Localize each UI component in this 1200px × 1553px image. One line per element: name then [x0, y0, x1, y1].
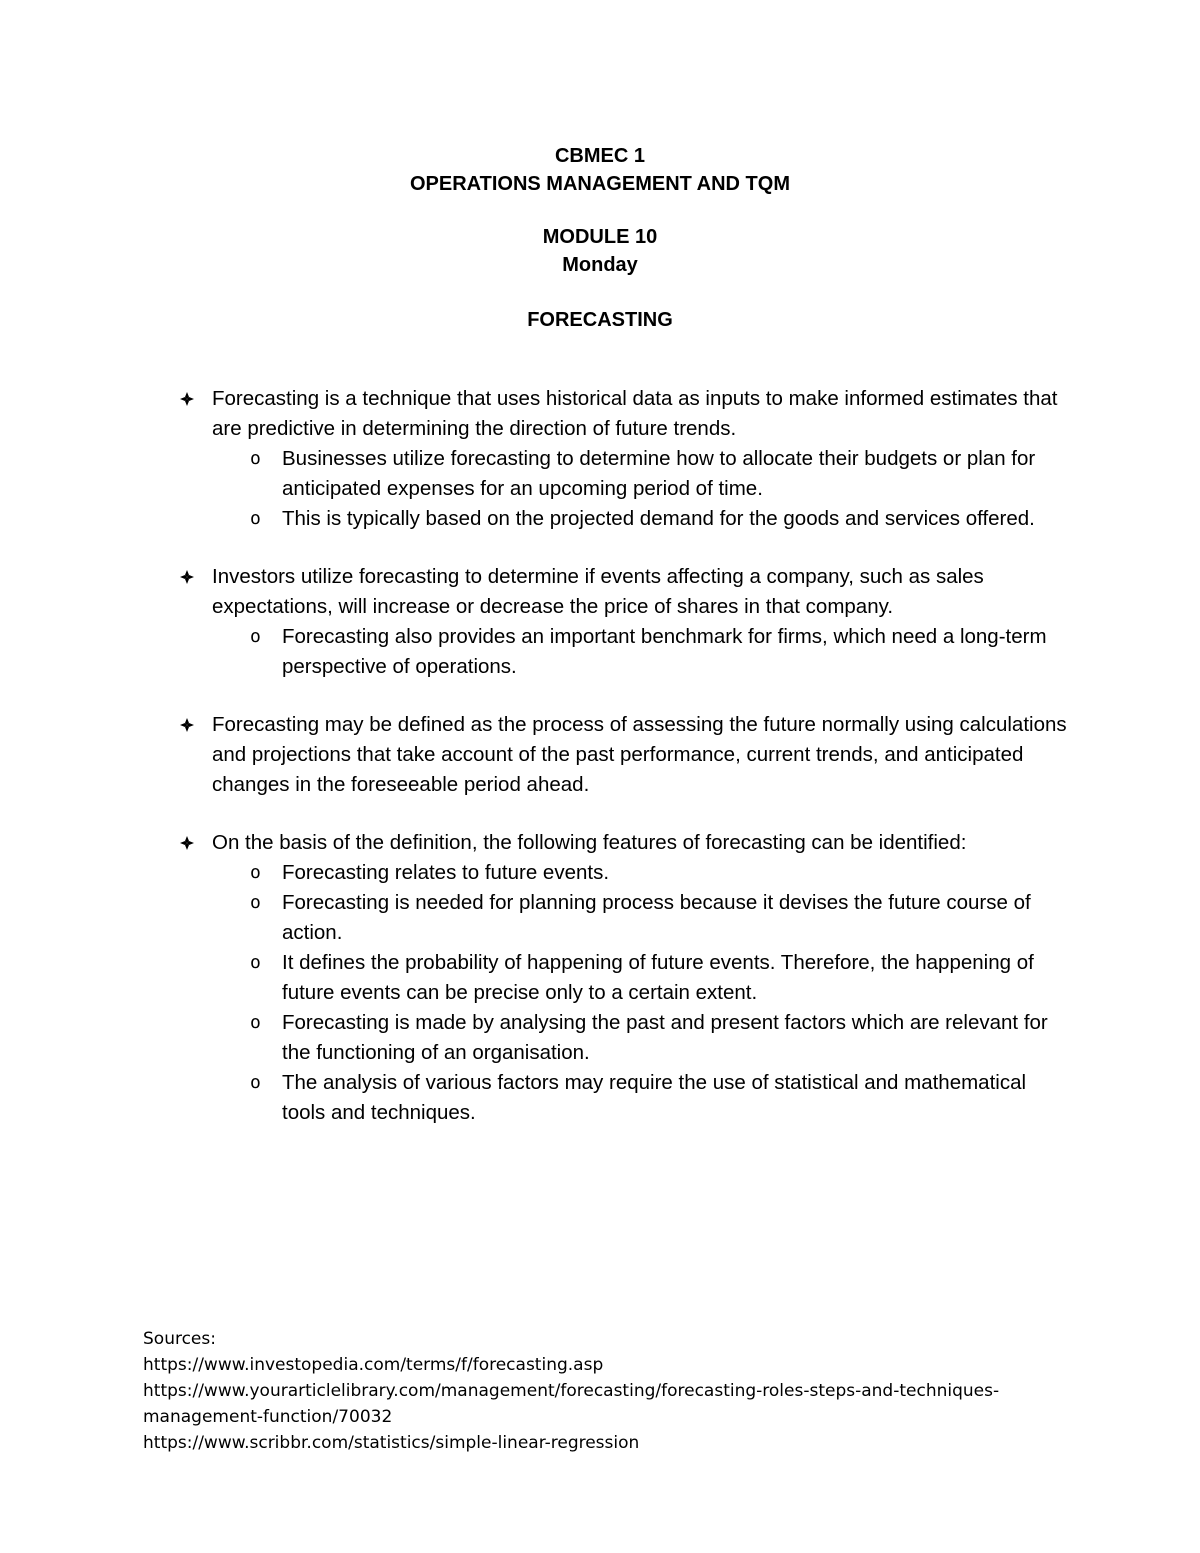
sub-bullet-marker: o [250, 862, 261, 883]
sub-bullet-text: Forecasting also provides an important benchmark for firms, which need a long-term perspective of operations. [282, 625, 1047, 678]
sources-label: Sources: [143, 1329, 216, 1349]
four-diamond-bullet-icon [176, 710, 198, 740]
sub-bullet-text: The analysis of various factors may require the use of statistical and mathematical tools and techniques. [282, 1071, 1027, 1124]
sub-bullet-marker: o [250, 508, 261, 529]
bullet-item [0, 384, 1072, 444]
sub-bullet-item [212, 858, 1072, 888]
sub-bullet-item [212, 1008, 1072, 1068]
topic-title: FORECASTING [527, 309, 673, 331]
source-link[interactable]: https://www.yourarticlelibrary.com/management/forecasting/forecasting-roles-steps-and-techniques-management-function/70032 [143, 1381, 1000, 1427]
source-link[interactable]: https://www.scribbr.com/statistics/simple-linear-regression [143, 1433, 640, 1453]
module-number: MODULE 10 [542, 226, 658, 248]
sub-bullet-text: Forecasting relates to future events. [282, 861, 610, 884]
sub-bullet-marker: o [250, 952, 261, 973]
sub-bullet-marker: o [250, 448, 261, 469]
sub-bullet-text: It defines the probability of happening of future events. Therefore, the happening of future events can be precise only to a certain extent. [282, 951, 1034, 1004]
four-diamond-bullet-icon [176, 562, 198, 592]
four-diamond-bullet-icon [176, 828, 198, 858]
bullet-text: Forecasting is a technique that uses historical data as inputs to make informed estimates that are predictive in determining the direction of future trends. [212, 387, 1058, 440]
document-header [0, 142, 1200, 334]
sub-bullet-item [212, 948, 1072, 1008]
bullet-text: Forecasting may be defined as the process of assessing the future normally using calculations and projections that take account of the past performance, current trends, and anticipated changes in the foreseeable period ahead. [212, 713, 1067, 796]
sub-bullet-text: Forecasting is made by analysing the past and present factors which are relevant for the functioning of an organisation. [282, 1011, 1048, 1064]
source-link[interactable]: https://www.investopedia.com/terms/f/forecasting.asp [143, 1355, 604, 1375]
sub-bullet-item [212, 1068, 1072, 1128]
sources-section [143, 1326, 1103, 1456]
sub-bullet-text: Forecasting is needed for planning process because it devises the future course of action. [282, 891, 1031, 944]
course-title: OPERATIONS MANAGEMENT AND TQM [410, 173, 790, 195]
sub-bullet-item [212, 444, 1072, 504]
sub-bullet-marker: o [250, 1012, 261, 1033]
bullet-text: On the basis of the definition, the following features of forecasting can be identified: [212, 831, 967, 854]
bullet-list [0, 384, 1200, 1128]
sub-bullet-text: This is typically based on the projected demand for the goods and services offered. [282, 507, 1035, 530]
course-code: CBMEC 1 [554, 145, 645, 167]
bullet-text: Investors utilize forecasting to determine if events affecting a company, such as sales expectations, will increase or decrease the price of shares in that company. [212, 565, 984, 618]
sub-bullet-item [212, 888, 1072, 948]
sub-bullet-marker: o [250, 626, 261, 647]
sub-bullet-item [212, 504, 1072, 534]
sub-bullet-marker: o [250, 892, 261, 913]
bullet-item [0, 562, 1072, 622]
module-day: Monday [562, 254, 638, 276]
four-diamond-bullet-icon [176, 384, 198, 414]
sub-bullet-item [212, 622, 1072, 682]
bullet-item [0, 710, 1072, 800]
sub-bullet-text: Businesses utilize forecasting to determine how to allocate their budgets or plan for anticipated expenses for an upcoming period of time. [282, 447, 1036, 500]
bullet-item [0, 828, 1072, 858]
sub-bullet-marker: o [250, 1072, 261, 1093]
